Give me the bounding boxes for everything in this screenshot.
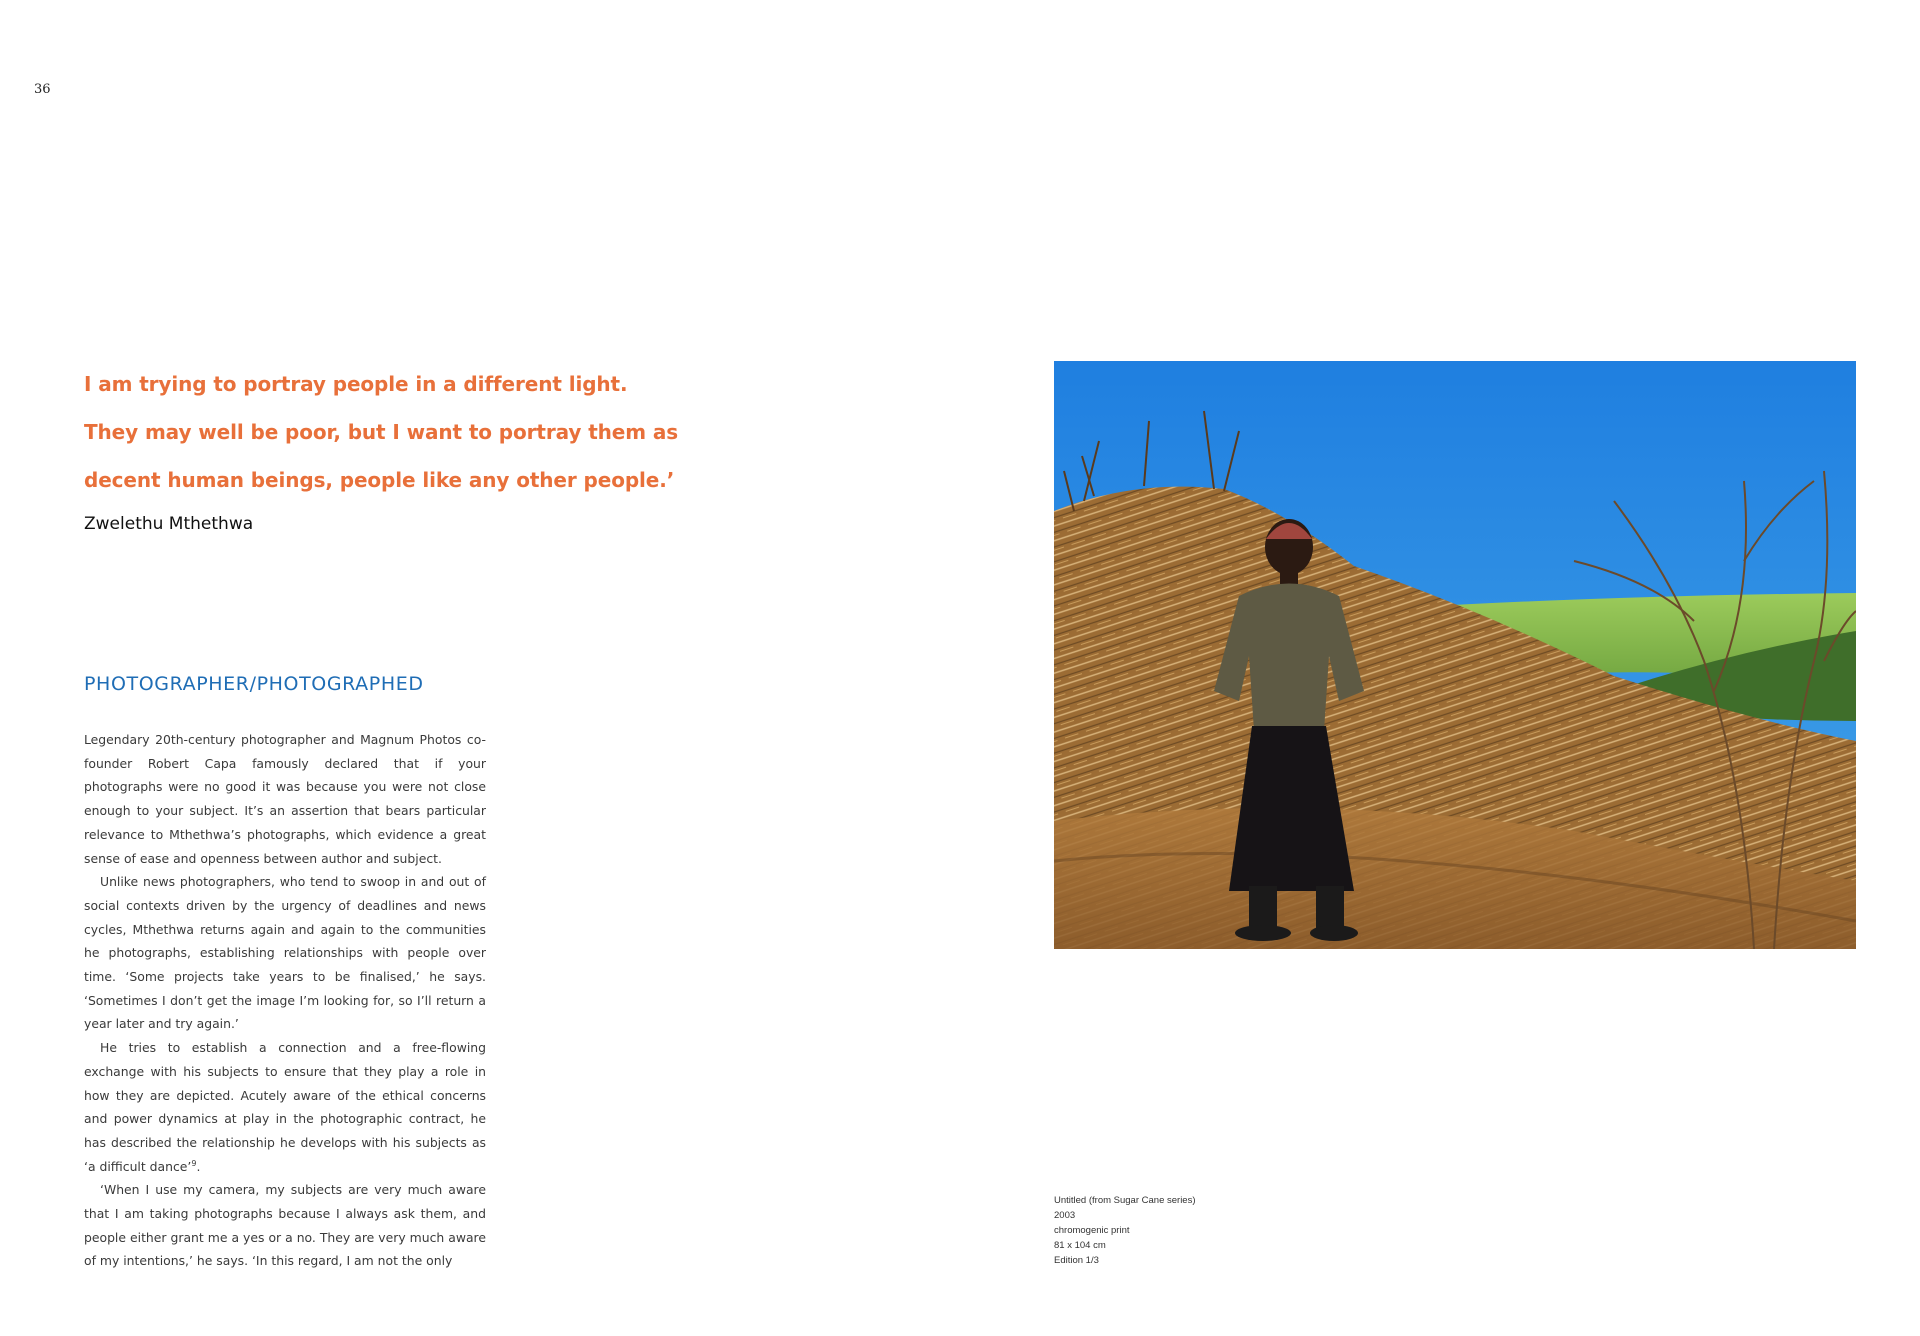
caption-dimensions: 81 x 104 cm [1054,1240,1106,1251]
body-paragraph-text: ‘When I use my camera, my subjects are very much aware that I am taking photographs because I always ask them, and people either grant me a yes or a no. They are very much aware of my intentions,’ he says. ‘In this regard, I am not the only [84,1182,486,1269]
body-paragraph [84,1178,486,1273]
caption-edition: Edition 1/3 [1054,1255,1099,1266]
quote-line: They may well be poor, but I want to portray them as [84,420,679,444]
section-heading: PHOTOGRAPHER/PHOTOGRAPHED [84,673,424,695]
photograph-illustration [1054,361,1856,949]
body-paragraph: Legendary 20th-century photographer and Magnum Photos co-founder Robert Capa famously declared that if your photographs were no good it was because you were not close enough to your subject. It’s an assertion that bears particular relevance to Mthethwa’s photographs, which evidence a great sense of ease and openness between author and subject. [84,732,486,866]
quote-author: Zwelethu Mthethwa [84,514,254,534]
quote-line: I am trying to portray people in a different light. [84,372,628,396]
footnote-reference: 9 [191,1158,197,1168]
footnote-punctuation: . [196,1158,201,1174]
quote-line: decent human beings, people like any other people.’ [84,468,675,492]
body-text [84,728,486,1273]
body-paragraph [84,1036,486,1178]
body-paragraph-text: Unlike news photographers, who tend to swoop in and out of social contexts driven by the urgency of deadlines and news cycles, Mthethwa returns again and again to the communities he photographs, establishing relationships with people over time. ‘Some projects take years to be finalised,’ he says. ‘Sometimes I don’t get the image I’m looking for, so I’ll return a year later and try again.’ [84,874,486,1032]
body-paragraph-text: He tries to establish a connection and a free-flowing exchange with his subjects to ensure that they play a role in how they are depicted. Acutely aware of the ethical concerns and power dynamics at play in the photographic contract, he has described the relationship he develops with his subjects as ‘a difficult dance’ [84,1040,486,1174]
body-paragraph [84,870,486,1036]
photograph [1054,361,1856,949]
pull-quote [84,360,724,544]
photo-caption [1054,1193,1196,1268]
caption-year: 2003 [1054,1210,1076,1221]
caption-medium: chromogenic print [1054,1225,1130,1236]
page-number: 36 [34,82,51,97]
caption-title: Untitled (from Sugar Cane series) [1054,1195,1196,1206]
